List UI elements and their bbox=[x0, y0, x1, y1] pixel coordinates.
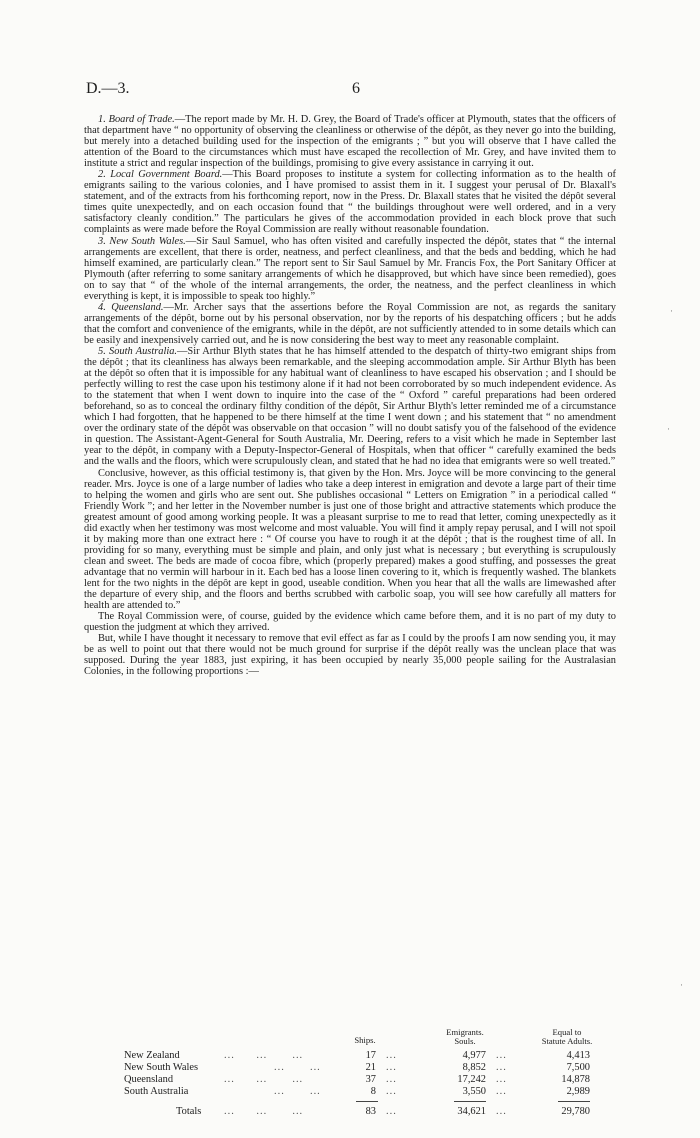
series-code: D.—3. bbox=[86, 80, 130, 97]
margin-mark: · bbox=[667, 424, 670, 434]
paragraph-royal-commission: The Royal Commission were, of course, guided by the evidence which came before them, and it is no part of my duty to question the judgment at which they arrived. bbox=[84, 611, 616, 634]
paragraph-local-government-board: 2. Local Government Board.—This Board proposes to institute a system for collecting information as to the health of emigrants sailing to the various colonies, and I have promised to assist them in it. I suggest your perusal of Dr. Blaxall's statement, and of the extracts from his forthcoming report, now in the Press. Dr. Blaxall states that he visited the dépôt several times quite unexpectedly, and on each occasion found that “ the buildings throughout were well ordered, and in a very satisfactory cleanly condition.” The particulars he gives of the accommodation provided in each block prove that such complaints as were made before the Royal Commission are really without reasonable foundation. bbox=[84, 169, 617, 236]
table-row: New South Wales ... ... 21 ... 8,852 ... 7,500 bbox=[124, 1062, 590, 1073]
paragraph-mrs-joyce: Conclusive, however, as this official testimony is, that given by the Hon. Mrs. Joyce will be more convincing to the general reader. Mrs. Joyce is one of a large number of ladies who take a deep interest in emigration and devote a large part of their time to helping the women and girls who are sent out. She publishes occasional “ Letters on Emigration ” in a periodical called “ Friendly Work ”; and her letter in the November number is just one of those bright and attractive statements which produce the greatest amount of good among working people. It was a pleasant surprise to me to read that letter, coming unexpectedly as it did exactly when her testimony was most welcome and most valuable. You will find it amply repay perusal, and I will not spoil it by making more than one extract here : “ Of course you have to rough it at the dépôt ; that is the roughest time of all. In providing for so many, everything must be simple and plain, and only just what is necessary ; but everything is scrupulously clean and sweet. The beds are made of cocoa fibre, which (properly prepared) makes a good stuffing, and possesses the great advantage that no vermin will harbour in it. Each bed has a loose linen covering to it, which is frequently washed. The blankets lent for the two nights in the dépôt are kept in good, useable condition. When you hear that all the walls are limewashed after the departure of every ship, and the floors and berths scrubbed with carbolic soap, you will see how carefully all matters for health are attended to.” bbox=[84, 467, 616, 612]
table-totals-row: Totals ... ... ... 83 ... 34,621 ... 29,780 bbox=[176, 1106, 590, 1117]
paragraph-queensland: 4. Queensland.—Mr. Archer says that the assertions before the Royal Commission are not, as regards the sanitary arrangements of the dépôt, borne out by his personal observation, nor by the reports of his despatching officers ; but he adds that the comfort and convenience of the emigrants, while in the dépôt, are not sufficiently attended to in some details which can be easily and inexpensively carried out, and he is now considering the best way to meet any reasonable complaint. bbox=[84, 301, 617, 346]
table-row: New Zealand ... ... ... 17 ... 4,977 ... 4,413 bbox=[124, 1050, 590, 1061]
header-ships: Ships. bbox=[354, 1035, 376, 1045]
souls-total-rule bbox=[454, 1101, 486, 1102]
header-emigrants: Emigrants. Souls. bbox=[446, 1027, 484, 1046]
paragraph-board-of-trade: 1. Board of Trade.—The report made by Mr. H. D. Grey, the Board of Trade's officer at Plymouth, states that the officers of that department have “ no opportunity of observing the cleanliness or otherwise of the dépôt, as they never go into the building, but merely into a detached building used for the inspection of the emigrants ; ” but you will observe that I have called the attention of the Board to the circumstances which must have escaped the recollection of Mr. Grey, and have invited them to institute a strict and regular inspection of the buildings, promising to give every assistance in carrying it out. bbox=[84, 114, 617, 170]
table-row: South Australia ... ... 8 ... 3,550 ... 2,989 bbox=[124, 1086, 590, 1097]
margin-mark: · bbox=[680, 980, 683, 990]
paragraph-proportions: But, while I have thought it necessary to remove that evil effect as far as I could by the proofs I am now sending you, it may be as well to point out that there would not be much ground for surprise if the dépôt really was the unclean place that was supposed. During the year 1883, just expiring, it has been occupied by nearly 35,000 people sailing for the Australasian Colonies, in the following proportions :— bbox=[84, 633, 616, 678]
body-text bbox=[84, 114, 616, 677]
header-adults: Equal to Statute Adults. bbox=[541, 1027, 593, 1046]
table-row: Queensland ... ... ... 37 ... 17,242 ... 14,878 bbox=[124, 1074, 590, 1085]
paragraph-new-south-wales: 3. New South Wales.—Sir Saul Samuel, who has often visited and carefully inspected the dépôt, states that “ the internal arrangements are excellent, that there is order, neatness, and perfect cleanliness, and that the beds and bedding, which he had himself examined, are particularly clean.” The report sent to Sir Saul Samuel by Mr. Francis Fox, the Port Sanitary Officer at Plymouth (after referring to some sanitary arrangements of which he disapproved, but which have since been remedied), goes on to say that “ of the whole of the internal arrangements, the order, the neatness, and the perfect cleanliness in which everything is kept, it is impossible to speak too highly.” bbox=[84, 235, 616, 302]
ships-total-rule bbox=[356, 1101, 378, 1102]
page-number: 6 bbox=[352, 80, 360, 97]
paragraph-south-australia: 5. South Australia.—Sir Arthur Blyth states that he has himself attended to the despatch of thirty-two emigrant ships from the dépôt ; that its cleanliness has always been remarkable, and the sleeping accommodation ample. Sir Arthur Blyth has been at the dépôt so often that it is impossible for any habitual want of cleanliness to have escaped his observation ; and I should be perfectly willing to rest the case upon his testimony alone if it had not been corroborated by so much independent evidence. As to the statement that when I went down to inquire into the case of the “ Oxford ” careful preparations had been ordered beforehand, so as to conceal the ordinary filthy condition of the dépôt, Sir Arthur Blyth's letter reminded me of a circumstance which I had forgotten, that he happened to be there himself at the time I went down ; and his statement that “ no amendment over the ordinary state of the dépôt was observable on that occasion ” will no doubt satisfy you of the falsehood of the evidence in question. The Assistant-Agent-General for South Australia, Mr. Deering, refers to a visit which he made in September last year to the dépôt, in company with a Deputy-Inspector-General of Hospitals, when that officer “ carefully examined the beds and the walls and the floors, which were scrupulously clean, and stated that he had no idea that emigrants were so well treated.” bbox=[84, 345, 617, 468]
margin-mark: · bbox=[670, 306, 673, 316]
adults-total-rule bbox=[558, 1101, 590, 1102]
